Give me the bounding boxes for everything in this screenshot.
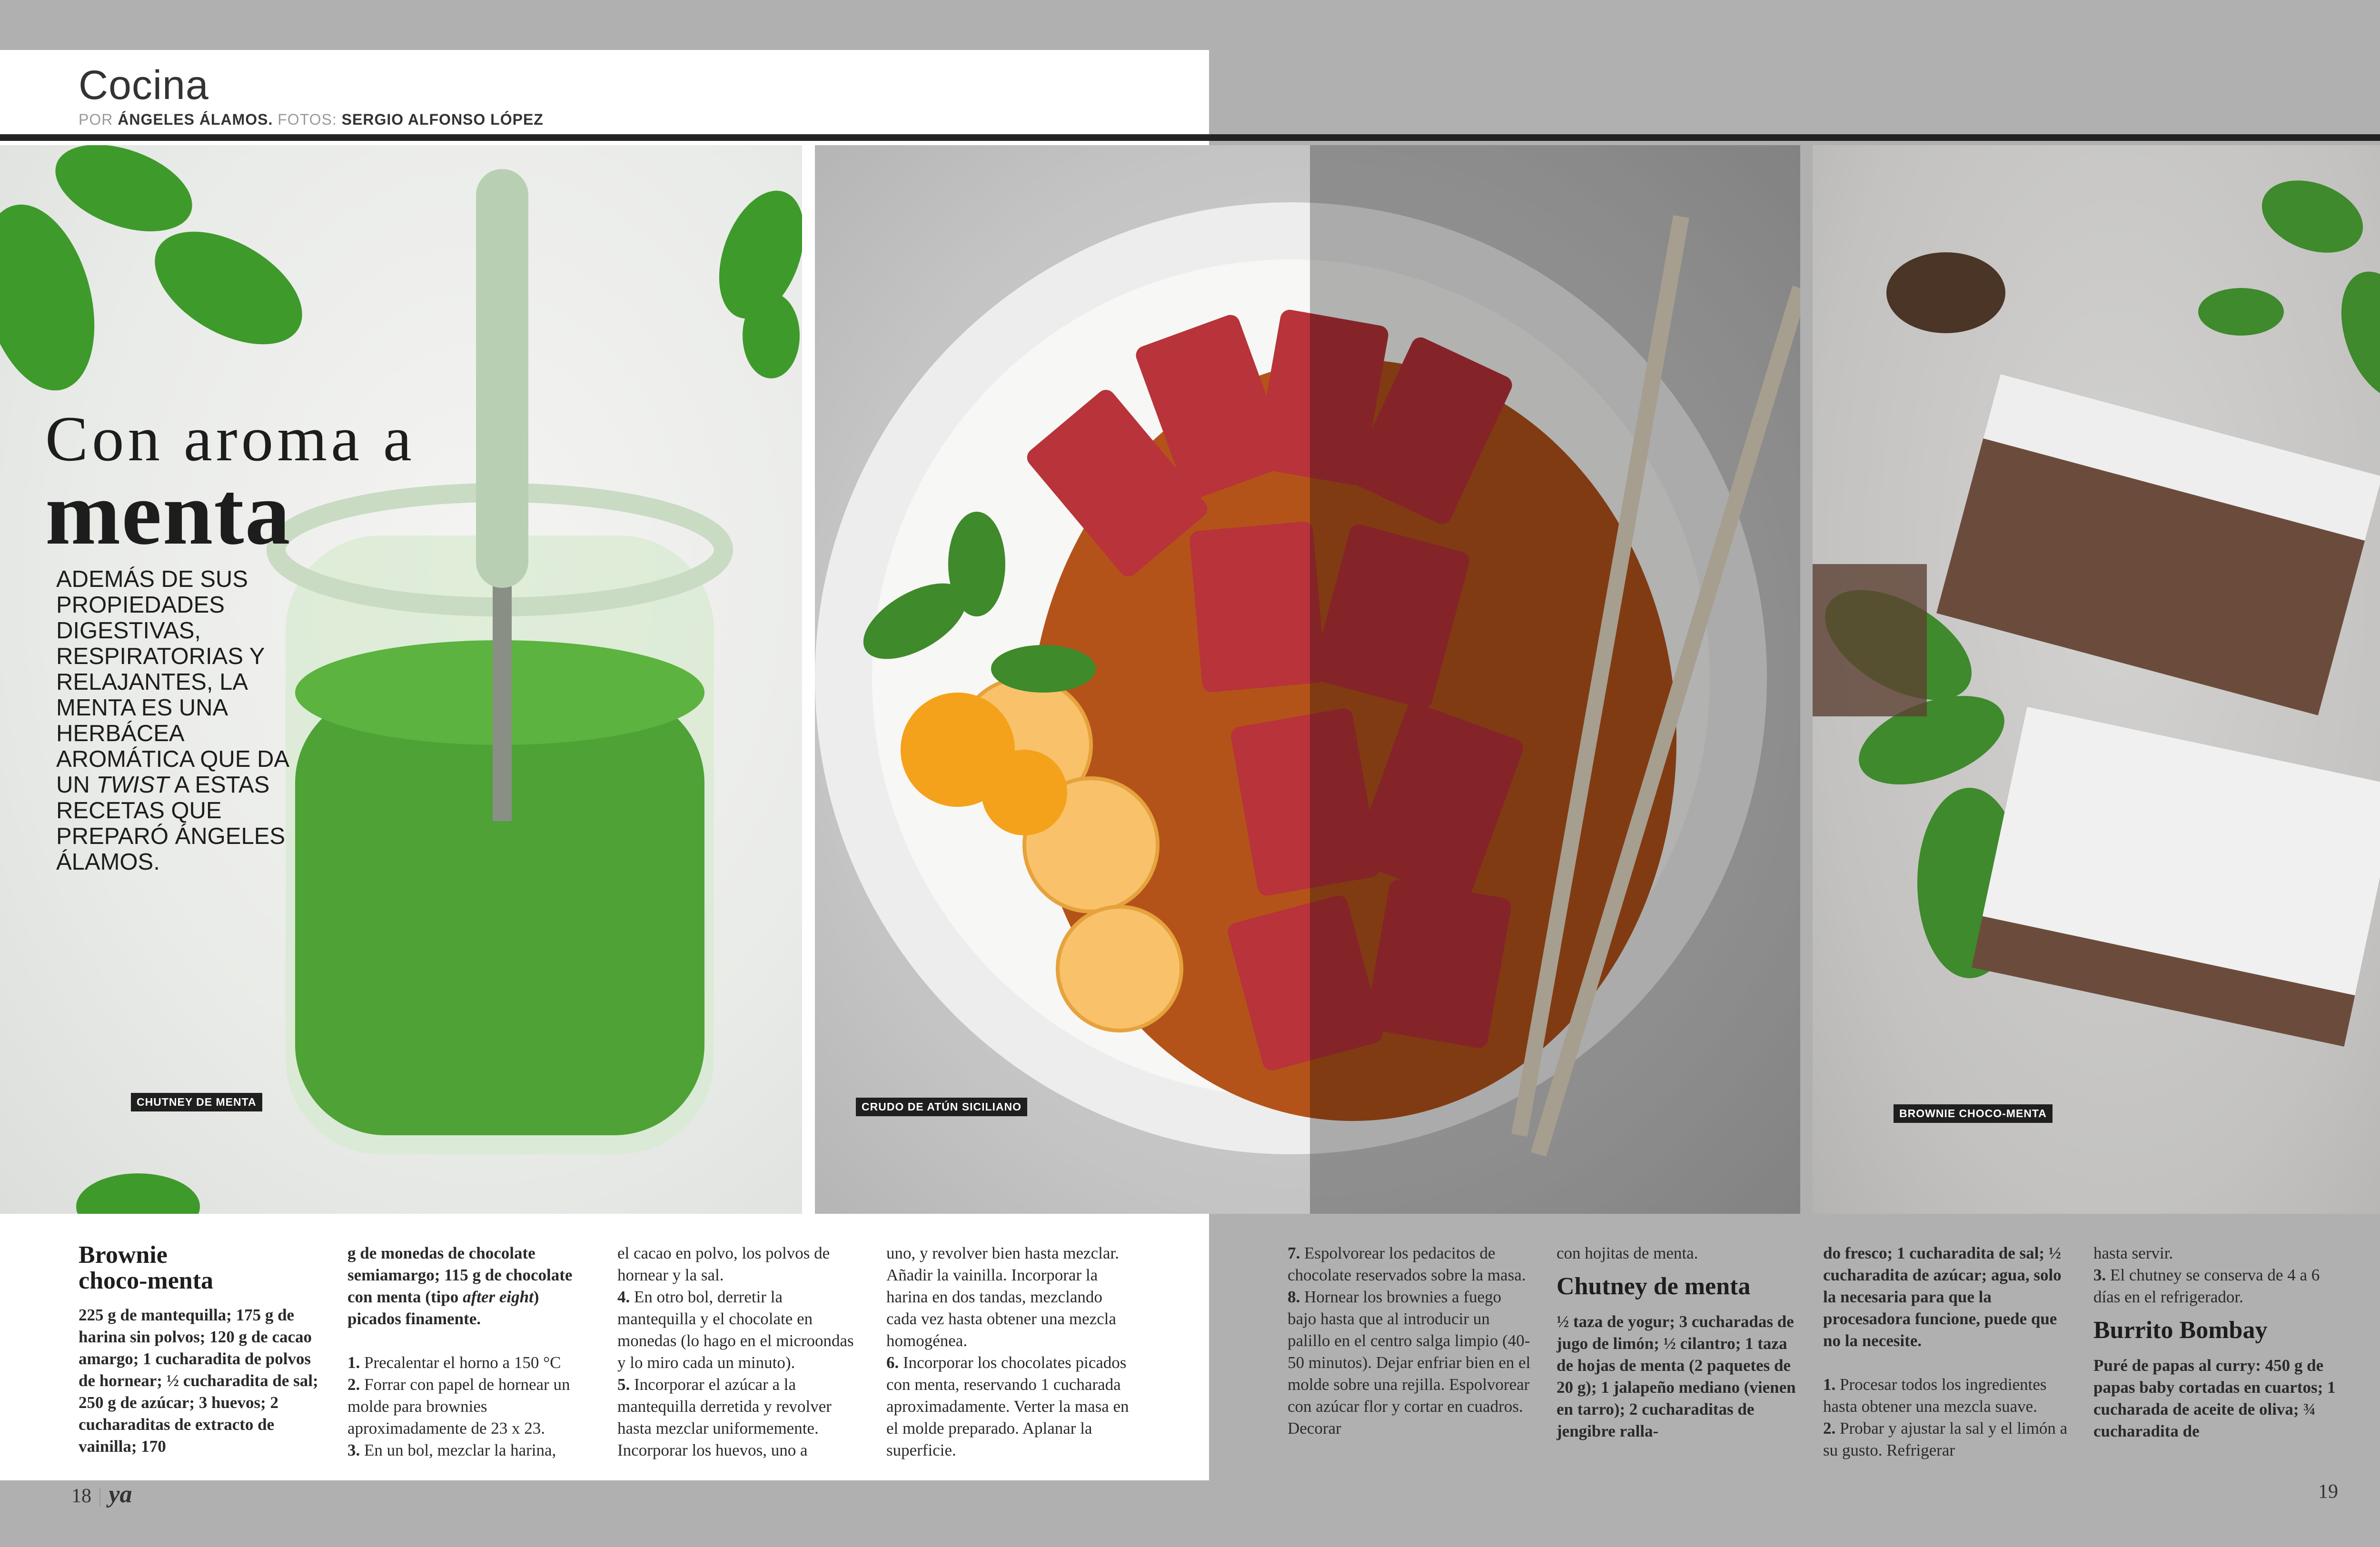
section-header [79, 62, 544, 129]
text-column-4 [886, 1242, 1131, 1461]
text-column-2 [347, 1242, 593, 1461]
brownie-step-3-cont: el cacao en polvo, los polvos de hornear y la sal. [617, 1244, 830, 1284]
step-number: 1. [1823, 1375, 1836, 1394]
step-number: 7. [1288, 1244, 1300, 1262]
step-number: 2. [1823, 1419, 1836, 1438]
chutney-ingredients-1: ½ taza de yogur; 3 cucharadas de jugo de limón; ½ cilantro; 1 taza de hojas de menta (2 paquetes de 20 g); 1 jalapeño mediano (vienen en tarro); 2 cucharaditas de jengibre ralla- [1557, 1312, 1796, 1440]
section-title: Cocina [79, 62, 209, 108]
magazine-logo: ya [109, 1481, 132, 1508]
caption-chutney: CHUTNEY DE MENTA [131, 1093, 262, 1111]
recipe-title-chutney: Chutney de menta [1557, 1273, 1751, 1300]
caption-brownie: BROWNIE CHOCO-MENTA [1894, 1104, 2053, 1123]
header-rule [0, 134, 2380, 141]
step-text: Forrar con papel de hornear un molde para brownies aproximadamente de 23 x 23. [347, 1375, 570, 1438]
chutney-step-2-cont: hasta servir. [2093, 1244, 2173, 1262]
intro-text-1: ADEMÁS DE SUS PROPIEDADES DIGESTIVAS, RESPIRATORIAS Y RELAJANTES, LA MENTA ES UNA HERBÁCEA AROMÁTICA QUE DA UN [56, 566, 288, 798]
photo-tuna-crudo [815, 145, 1800, 1214]
step-number: 8. [1288, 1288, 1300, 1306]
burrito-ingredients: Puré de papas al curry: 450 g de papas baby cortadas en cuartos; 1 cucharada de aceite de oliva; ¾ cucharadita de [2093, 1356, 2336, 1440]
tuna-illustration [815, 145, 1800, 1214]
chutney-step-3 [2093, 1264, 2339, 1308]
chutney-ingredients-2: do fresco; 1 cucharadita de sal; ½ cucharadita de azúcar; agua, solo la necesaria para que la procesadora funcione, puede que no la necesite. [1823, 1244, 2062, 1350]
byline [79, 111, 544, 129]
ingredients-2-part-a: g de monedas de chocolate semiamargo; 115 g de chocolate con menta (tipo [347, 1244, 573, 1306]
recipe-title-brownie [79, 1242, 324, 1294]
top-margin [0, 0, 1209, 50]
step-number: 5. [617, 1375, 630, 1394]
step-text: Hornear los brownies a fuego bajo hasta que al introducir un palillo en el centro salga limpio (40-50 minutos). Dejar enfriar bien en el molde sobre una rejilla. Espolvorear con azúcar flor y cortar en cuadros. Decorar [1288, 1288, 1531, 1438]
text-column-5 [1288, 1242, 1533, 1439]
title-line-1: Con aroma a [45, 404, 416, 475]
step-text: En un bol, mezclar la harina, [364, 1441, 556, 1459]
intro-deck [56, 566, 304, 875]
by-prefix: POR [79, 111, 113, 128]
brownie-step-7 [1288, 1242, 1533, 1286]
text-column-8 [2093, 1242, 2339, 1442]
step-number: 2. [347, 1375, 360, 1394]
text-column-3 [617, 1242, 863, 1461]
text-column-7 [1823, 1242, 2068, 1461]
photographer-name: SERGIO ALFONSO LÓPEZ [341, 111, 544, 128]
title-line-2: menta [45, 464, 291, 564]
step-text: Espolvorear los pedacitos de chocolate reservados sobre la masa. [1288, 1244, 1526, 1284]
brownie-title-line-1: Brownie [79, 1241, 168, 1269]
brownie-step-5-cont: uno, y revolver bien hasta mezclar. Añadir la vainilla. Incorporar la harina en dos tandas, mezclando cada vez hasta obtener una mezcla homogénea. [886, 1244, 1119, 1350]
feature-title [45, 404, 416, 564]
chutney-step-1 [1823, 1374, 2068, 1418]
chutney-step-2 [1823, 1418, 2068, 1461]
caption-tuna: CRUDO DE ATÚN SICILIANO [856, 1098, 1027, 1116]
step-number: 6. [886, 1353, 899, 1372]
folio-left [71, 1480, 132, 1508]
brownie-step-5 [617, 1374, 863, 1461]
ingredients-2-part-b: ) picados finamente. [347, 1288, 539, 1328]
step-text: El chutney se conserva de 4 a 6 días en el refrigerador. [2093, 1266, 2320, 1306]
brownie-title-line-2: choco-menta [79, 1267, 214, 1294]
brownie-step-8 [1288, 1286, 1533, 1439]
step-number: 4. [617, 1288, 630, 1306]
brownie-step-8-cont: con hojitas de menta. [1557, 1244, 1698, 1262]
recipe-title-burrito: Burrito Bombay [2093, 1317, 2268, 1344]
brownie-step-3 [347, 1439, 593, 1461]
page-number-right: 19 [2318, 1481, 2338, 1503]
step-text: Procesar todos los ingredientes hasta obtener una mezcla suave. [1823, 1375, 2047, 1416]
page-number-left: 18 [71, 1485, 91, 1507]
intro-text-2: A ESTAS RECETAS QUE PREPARÓ ÁNGELES ÁLAMOS. [56, 772, 286, 875]
text-column-6 [1557, 1242, 1802, 1442]
brownie-step-6 [886, 1352, 1131, 1461]
step-text: Precalentar el horno a 150 °C [364, 1353, 561, 1372]
brownie-step-4 [617, 1286, 863, 1374]
photos-prefix: FOTOS: [278, 111, 337, 128]
brownie-step-2 [347, 1374, 593, 1439]
step-text: Probar y ajustar la sal y el limón a su gusto. Refrigerar [1823, 1419, 2068, 1459]
text-column-1 [79, 1242, 324, 1458]
step-number: 1. [347, 1353, 360, 1372]
intro-italic: TWIST [96, 772, 169, 798]
folio-separator: | [98, 1485, 102, 1507]
photo-brownie [1813, 145, 2380, 1214]
brownie-ingredients-2 [347, 1242, 593, 1330]
brownie-step-1 [347, 1352, 593, 1374]
step-text: En otro bol, derretir la mantequilla y el chocolate en monedas (lo hago en el microondas y lo miro cada un minuto). [617, 1288, 854, 1372]
step-number: 3. [2093, 1266, 2106, 1284]
ingredients-2-italic: after eight [463, 1288, 534, 1306]
brownie-ingredients-1: 225 g de mantequilla; 175 g de harina sin polvos; 120 g de cacao amargo; 1 cucharadita de polvos de hornear; ½ cucharadita de sal; 250 g de azúcar; 3 huevos; 2 cucharaditas de extracto de vainilla; 170 [79, 1306, 318, 1456]
author-name: ÁNGELES ÁLAMOS. [118, 111, 273, 128]
step-text: Incorporar los chocolates picados con menta, reservando 1 cucharada aproximadamente. Verter la masa en el molde preparado. Aplanar la superficie. [886, 1353, 1129, 1459]
bottom-margin [0, 1480, 1209, 1547]
step-text: Incorporar el azúcar a la mantequilla derretida y revolver hasta mezclar uniformemente. Incorporar los huevos, uno a [617, 1375, 832, 1459]
step-number: 3. [347, 1441, 360, 1459]
brownie-illustration [1813, 145, 2380, 1214]
